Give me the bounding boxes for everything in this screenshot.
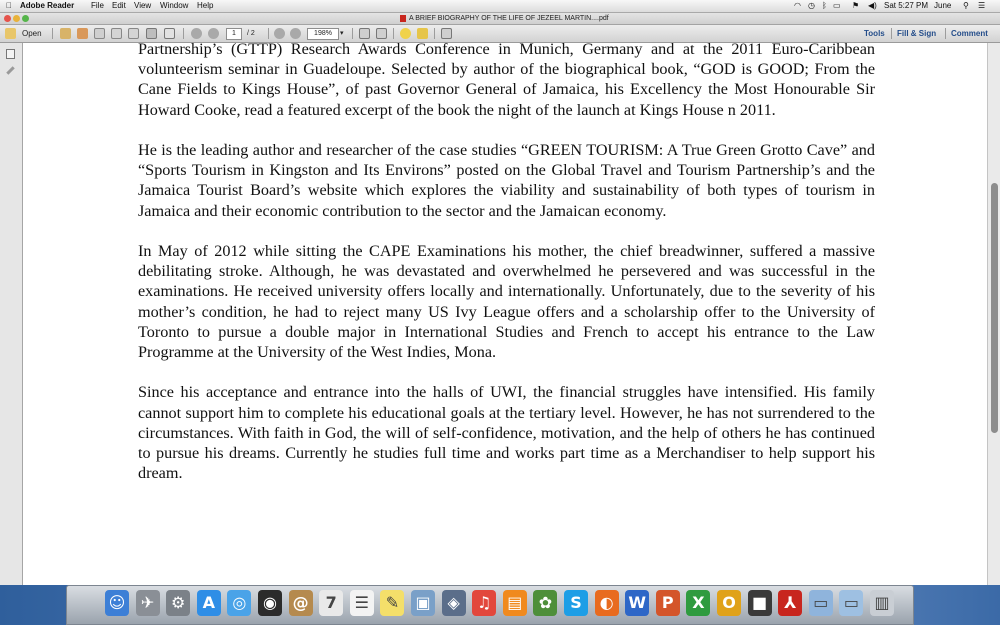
navigation-pane	[0, 43, 23, 585]
launchpad-icon[interactable]: ✈	[136, 590, 160, 616]
photos-icon[interactable]: ✿	[533, 590, 557, 616]
apple-menu-icon[interactable]	[6, 0, 12, 12]
finder-icon[interactable]: ☺	[105, 590, 129, 616]
zoom-window-button[interactable]	[22, 15, 29, 22]
app-menu[interactable]: Adobe Reader	[20, 1, 75, 10]
document-view[interactable]	[23, 43, 987, 585]
toolbar-separator	[434, 28, 435, 39]
previous-page-icon[interactable]	[191, 28, 202, 39]
next-page-icon[interactable]	[208, 28, 219, 39]
window-title-bar	[0, 13, 1000, 25]
comment-button[interactable]: Comment	[951, 29, 988, 38]
menu-file[interactable]: File	[91, 1, 104, 10]
volume-icon[interactable]: ◀)	[868, 1, 877, 10]
spotlight-icon[interactable]: ⚲	[963, 1, 969, 10]
skype-icon[interactable]: S	[564, 590, 588, 616]
toolbar	[0, 25, 1000, 43]
zoom-level-select[interactable]: 198%	[307, 28, 339, 40]
adobe-reader-icon[interactable]: ⅄	[778, 590, 802, 616]
documents-folder-icon[interactable]: ▭	[839, 590, 863, 616]
scrollbar-thumb[interactable]	[991, 183, 998, 433]
wifi-icon[interactable]: ◠	[794, 1, 801, 10]
full-screen-icon[interactable]	[441, 28, 452, 39]
preview-icon[interactable]: ▣	[411, 590, 435, 616]
dashboard-icon[interactable]: ◉	[258, 590, 282, 616]
zoom-out-icon[interactable]	[274, 28, 285, 39]
clock[interactable]: Sat 5:27 PM	[884, 1, 929, 10]
paragraph: Since his acceptance and entrance into the halls of UWI, the financial struggles have intensified. His family cannot support him to complete his educational goals at the tertiary level. However, he has not surrendered to the circumstances. With faith in God, the will of self-confidence, motivation, and the help of others he has continued to pursue his dreams. Currently he studies full time and works part time as a Merchandiser to help support his dream.	[138, 383, 875, 483]
notification-center-icon[interactable]: ☰	[978, 1, 986, 10]
print-icon[interactable]	[146, 28, 157, 39]
photo-booth-icon[interactable]: ◈	[442, 590, 466, 616]
itunes-icon[interactable]: ♫	[472, 590, 496, 616]
system-preferences-icon[interactable]: ⚙	[166, 590, 190, 616]
flag-icon[interactable]: ⚑	[852, 1, 860, 10]
save-icon[interactable]	[128, 28, 139, 39]
toolbar-separator	[52, 28, 53, 39]
excel-icon[interactable]: X	[686, 590, 710, 616]
page-total: / 2	[247, 30, 255, 37]
export-icon[interactable]	[111, 28, 122, 39]
firefox-icon[interactable]: ◐	[595, 590, 619, 616]
contacts-icon[interactable]: @	[289, 590, 313, 616]
scrolling-view-icon[interactable]	[376, 28, 387, 39]
zoom-in-icon[interactable]	[290, 28, 301, 39]
tools-button[interactable]: Tools	[864, 29, 885, 38]
calendar-icon[interactable]: 7	[319, 590, 343, 616]
toolbar-separator	[352, 28, 353, 39]
toolbar-separator	[945, 28, 946, 39]
sticky-note-icon[interactable]	[400, 28, 411, 39]
combine-files-icon[interactable]	[77, 28, 88, 39]
app-store-icon[interactable]: A	[197, 590, 221, 616]
toolbar-separator	[183, 28, 184, 39]
page-number-input[interactable]: 1	[226, 28, 242, 40]
menu-bar	[0, 0, 1000, 13]
close-window-button[interactable]	[4, 15, 11, 22]
applications-folder-icon[interactable]: ▭	[809, 590, 833, 616]
single-page-view-icon[interactable]	[359, 28, 370, 39]
email-icon[interactable]	[164, 28, 175, 39]
toolbar-separator	[891, 28, 892, 39]
user-menu[interactable]: June	[934, 1, 952, 10]
outlook-icon[interactable]: O	[717, 590, 741, 616]
pdf-file-icon	[400, 13, 406, 24]
reminders-icon[interactable]: ☰	[350, 590, 374, 616]
dock	[66, 585, 914, 625]
menu-window[interactable]: Window	[160, 1, 189, 10]
powerpoint-icon[interactable]: P	[656, 590, 680, 616]
vertical-scrollbar[interactable]	[987, 43, 1000, 585]
menu-edit[interactable]: Edit	[112, 1, 126, 10]
word-icon[interactable]: W	[625, 590, 649, 616]
window-title: A BRIEF BIOGRAPHY OF THE LIFE OF JEZEEL MARTIN....pdf	[409, 15, 609, 22]
create-pdf-icon[interactable]	[60, 28, 71, 39]
battery-icon[interactable]: ▭	[833, 1, 841, 10]
pdf-page	[138, 43, 875, 504]
highlight-icon[interactable]	[417, 28, 428, 39]
time-machine-icon[interactable]: ◷	[808, 1, 815, 10]
bluetooth-icon[interactable]: ᛒ	[822, 1, 827, 10]
menu-view[interactable]: View	[134, 1, 152, 10]
paragraph: In May of 2012 while sitting the CAPE Examinations his mother, the chief breadwinner, suffered a massive debilitating stroke. Although, he was devastated and overwhelmed he persevered and was successful in the examinations. He received university offers locally and internationally. Unfortunately, due to the severity of his mother’s condition, he had to reject many US Ivy League offers and a scholarship offer to the University of Toronto to pursue a double major in International Studies and French to accept his entrance to the Law Programme at the University of the West Indies, Mona.	[138, 242, 875, 362]
safari-icon[interactable]: ◎	[227, 590, 251, 616]
notes-icon[interactable]: ✎	[380, 590, 404, 616]
attachments-icon[interactable]	[6, 66, 14, 74]
page-thumbnails-icon[interactable]	[6, 49, 15, 59]
edit-pdf-icon[interactable]	[94, 28, 105, 39]
paragraph: Partnership’s (GTTP) Research Awards Conference in Munich, Germany and at the 2011 Euro-Caribbean volunteerism seminar in Guadeloupe. Selected by author of the biographical book, “GOD is GOOD; From the Cane Fields to Kings House”, of past Governor General of Jamaica, his Excellency the Most Honourable Sir Howard Cooke, read a featured excerpt of the book the night of the launch at Kings House n 2011.	[138, 43, 875, 119]
trash-icon[interactable]: ▥	[870, 590, 894, 616]
menu-help[interactable]: Help	[197, 1, 214, 10]
toolbar-separator	[393, 28, 394, 39]
paragraph: He is the leading author and researcher of the case studies “GREEN TOURISM: A True Green Grotto Cave” and “Sports Tourism in Kingston and Its Environs” posted on the Global Travel and Tourism Partnership’s and the Jamaica Tourist Board’s website which explores the viability and sustainability of both types of tourism in Jamaica and their economic contribution to the sector and the Jamaican economy.	[138, 141, 875, 220]
fill-sign-button[interactable]: Fill & Sign	[897, 29, 937, 38]
camera-icon[interactable]: ■	[748, 590, 772, 616]
open-button[interactable]: Open	[22, 29, 42, 38]
minimize-window-button[interactable]	[13, 15, 20, 22]
folder-icon[interactable]	[5, 28, 16, 39]
ibooks-icon[interactable]: ▤	[503, 590, 527, 616]
chevron-down-icon[interactable]: ▾	[340, 30, 344, 37]
toolbar-separator	[268, 28, 269, 39]
